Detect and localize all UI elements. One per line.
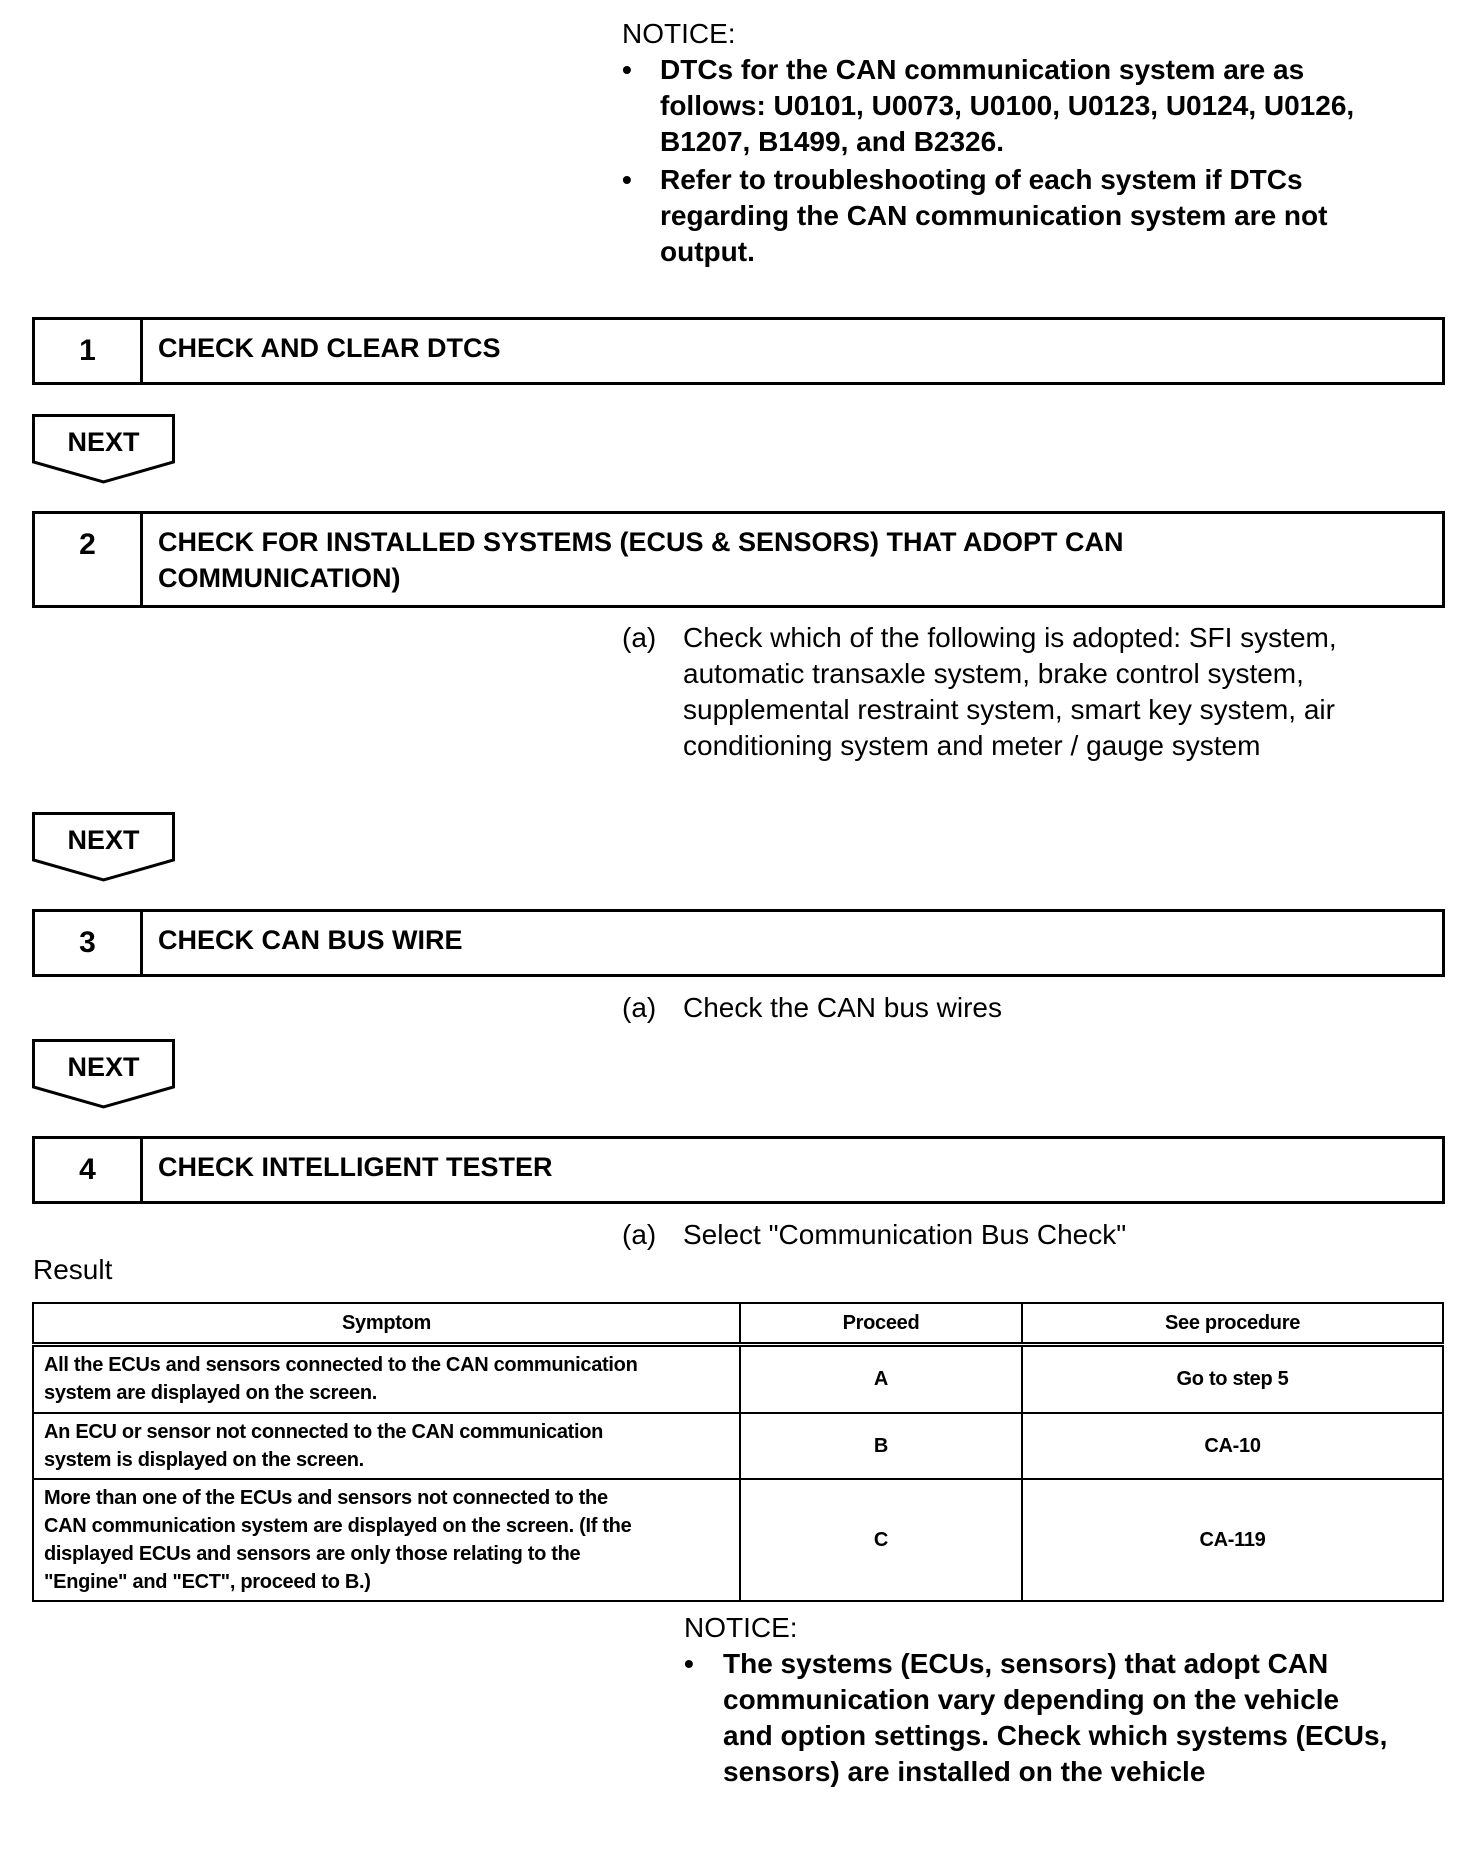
bullet-icon: • — [622, 54, 632, 85]
notice-bullet — [622, 162, 1422, 270]
table-row — [33, 1413, 1443, 1479]
step-1-header — [32, 317, 1445, 385]
step-title: CHECK CAN BUS WIRE — [158, 925, 463, 955]
step-3-header — [32, 909, 1445, 977]
procedure-cell: CA-10 — [1022, 1413, 1443, 1479]
substep-text: Select "Communication Bus Check" — [683, 1219, 1127, 1250]
step-4-header — [32, 1136, 1445, 1204]
substep-label: (a) — [622, 622, 657, 653]
next-arrow — [32, 1039, 175, 1109]
step-4-substep — [622, 1217, 1402, 1253]
notice-title: NOTICE: — [684, 1612, 798, 1643]
text-line: DTCs for the CAN communication system are as — [660, 54, 1305, 85]
symptom-cell: All the ECUs and sensors connected to the CAN communication system are displayed on the screen. — [33, 1345, 740, 1413]
column-header: Proceed — [740, 1303, 1022, 1345]
step-2-substep — [622, 620, 1402, 770]
table-row — [33, 1345, 1443, 1413]
bullet-icon: • — [622, 164, 632, 195]
substep-text: Check the CAN bus wires — [683, 992, 1003, 1023]
step-number: 3 — [35, 912, 143, 974]
text-line: B1207, B1499, and B2326. — [660, 126, 1004, 157]
column-header: Symptom — [33, 1303, 740, 1345]
symptom-cell: An ECU or sensor not connected to the CAN communication system is displayed on the screen. — [33, 1413, 740, 1479]
result-title: Result — [33, 1254, 113, 1285]
symptom-cell: More than one of the ECUs and sensors not connected to the CAN communication system are displayed on the screen. (If the displayed ECUs and sensors are only those relating to the "Engine" and "ECT", proceed to B.) — [33, 1479, 740, 1601]
next-label: NEXT — [67, 1052, 140, 1082]
notice-bullet — [622, 52, 1422, 160]
column-header: See procedure — [1022, 1303, 1443, 1345]
next-label: NEXT — [67, 427, 140, 457]
text-line: and option settings. Check which systems (ECUs, — [723, 1720, 1388, 1751]
next-arrow — [32, 812, 175, 882]
text-line: Refer to troubleshooting of each system if DTCs — [660, 164, 1303, 195]
step-title: CHECK AND CLEAR DTCS — [158, 333, 501, 363]
next-label: NEXT — [67, 825, 140, 855]
text-line: sensors) are installed on the vehicle — [723, 1756, 1206, 1787]
notice-bullet — [684, 1646, 1444, 1790]
step-number: 2 — [35, 514, 143, 605]
table-header-row — [33, 1303, 1443, 1345]
table-row — [33, 1479, 1443, 1601]
step-3-substep — [622, 990, 1402, 1026]
bullet-icon: • — [684, 1648, 694, 1679]
step-title: CHECK INTELLIGENT TESTER — [158, 1152, 553, 1182]
substep-label: (a) — [622, 992, 657, 1023]
procedure-cell: Go to step 5 — [1022, 1345, 1443, 1413]
notice-title: NOTICE: — [622, 18, 736, 49]
proceed-cell: B — [740, 1413, 1022, 1479]
proceed-cell: A — [740, 1345, 1022, 1413]
text-line: follows: U0101, U0073, U0100, U0123, U0124, U0126, — [660, 90, 1355, 121]
text-line: The systems (ECUs, sensors) that adopt CAN — [723, 1648, 1329, 1679]
procedure-cell: CA-119 — [1022, 1479, 1443, 1601]
text-line: output. — [660, 236, 755, 267]
step-number: 4 — [35, 1139, 143, 1201]
text-line: regarding the CAN communication system are not — [660, 200, 1328, 231]
next-arrow — [32, 414, 175, 484]
substep-text: Check which of the following is adopted: SFI system, automatic transaxle system, brake control system, supplemental restraint system, smart key system, air conditioning system and meter / gauge system — [683, 622, 1337, 761]
text-line: communication vary depending on the vehicle — [723, 1684, 1340, 1715]
step-title: CHECK FOR INSTALLED SYSTEMS (ECUS & SENSORS) THAT ADOPT CAN COMMUNICATION) — [158, 527, 1124, 593]
step-number: 1 — [35, 320, 143, 382]
substep-label: (a) — [622, 1219, 657, 1250]
result-table — [32, 1302, 1444, 1602]
step-2-header — [32, 511, 1445, 608]
proceed-cell: C — [740, 1479, 1022, 1601]
